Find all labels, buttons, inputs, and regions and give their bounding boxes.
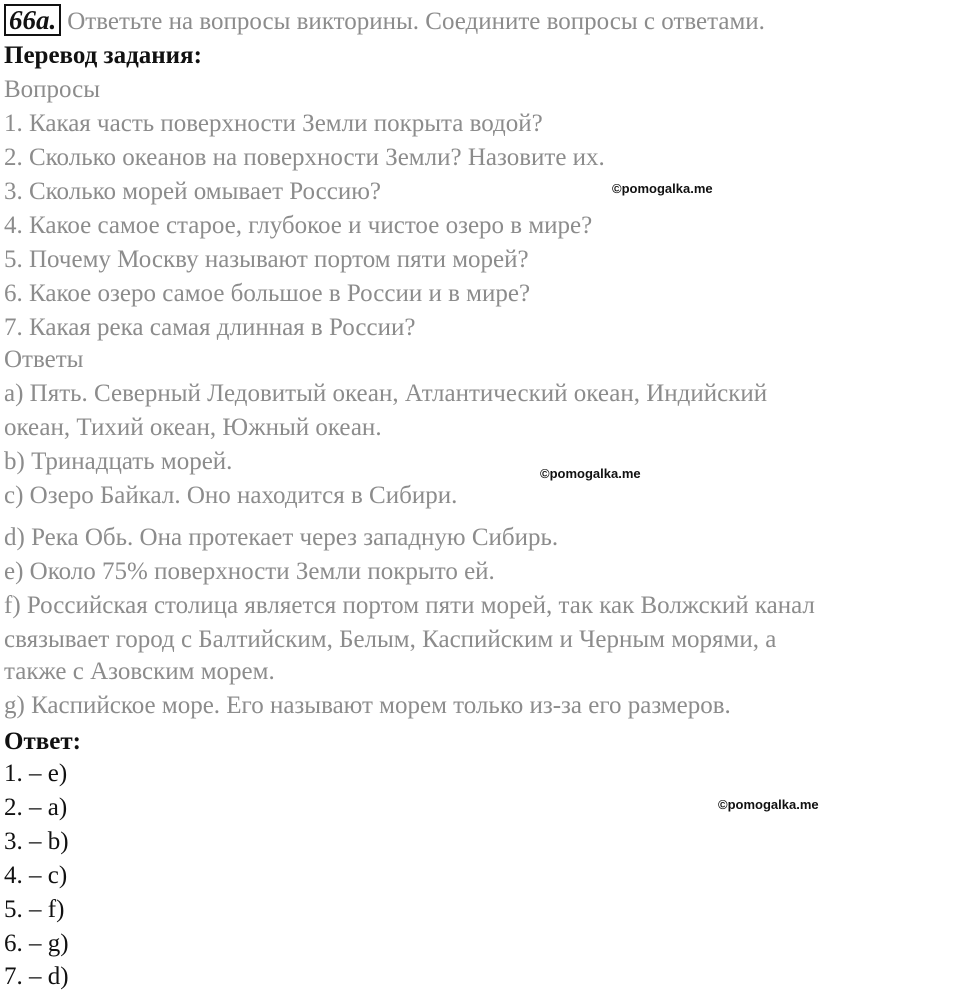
question-item: 5. Почему Москву называют портом пяти морей? (4, 246, 529, 273)
solution-item: 1. – e) (4, 760, 68, 787)
solution-item: 3. – b) (4, 828, 69, 855)
solution-title: Ответ: (4, 728, 81, 755)
solution-item: 4. – c) (4, 862, 68, 889)
translation-title: Перевод задания: (4, 42, 202, 69)
watermark: ©pomogalka.me (718, 797, 819, 812)
question-item: 4. Какое самое старое, глубокое и чистое озеро в мире? (4, 212, 593, 239)
solution-item: 6. – g) (4, 930, 69, 957)
answer-f-line-3: также с Азовским морем. (4, 658, 275, 685)
answer-f-line-2: связывает город с Балтийским, Белым, Каспийским и Черным морями, а (4, 626, 777, 653)
task-number-badge: 66a. (4, 4, 61, 36)
task-instruction: Ответьте на вопросы викторины. Соедините вопросы с ответами. (67, 8, 765, 35)
question-item: 1. Какая часть поверхности Земли покрыта водой? (4, 110, 543, 137)
questions-heading: Вопросы (4, 76, 101, 103)
answers-heading: Ответы (4, 346, 84, 373)
answer-a-line-1: a) Пять. Северный Ледовитый океан, Атлантический океан, Индийский (4, 380, 768, 407)
task-header (4, 4, 765, 38)
solution-item: 7. – d) (4, 963, 69, 990)
answer-d: d) Река Обь. Она протекает через западную Сибирь. (4, 524, 559, 551)
watermark: ©pomogalka.me (540, 466, 641, 481)
question-item: 6. Какое озеро самое большое в России и в мире? (4, 280, 531, 307)
watermark: ©pomogalka.me (612, 181, 713, 196)
solution-item: 5. – f) (4, 896, 65, 923)
answer-f-line-1: f) Российская столица является портом пяти морей, так как Волжский канал (4, 592, 815, 619)
question-item: 7. Какая река самая длинная в России? (4, 314, 416, 341)
answer-a-line-2: океан, Тихий океан, Южный океан. (4, 414, 382, 441)
question-item: 2. Сколько океанов на поверхности Земли? Назовите их. (4, 144, 605, 171)
question-item: 3. Сколько морей омывает Россию? (4, 178, 382, 205)
answer-c: c) Озеро Байкал. Оно находится в Сибири. (4, 482, 458, 509)
answer-e: e) Около 75% поверхности Земли покрыто ей. (4, 558, 495, 585)
answer-b: b) Тринадцать морей. (4, 448, 233, 475)
solution-item: 2. – a) (4, 794, 68, 821)
answer-g: g) Каспийское море. Его называют морем только из-за его размеров. (4, 692, 731, 719)
